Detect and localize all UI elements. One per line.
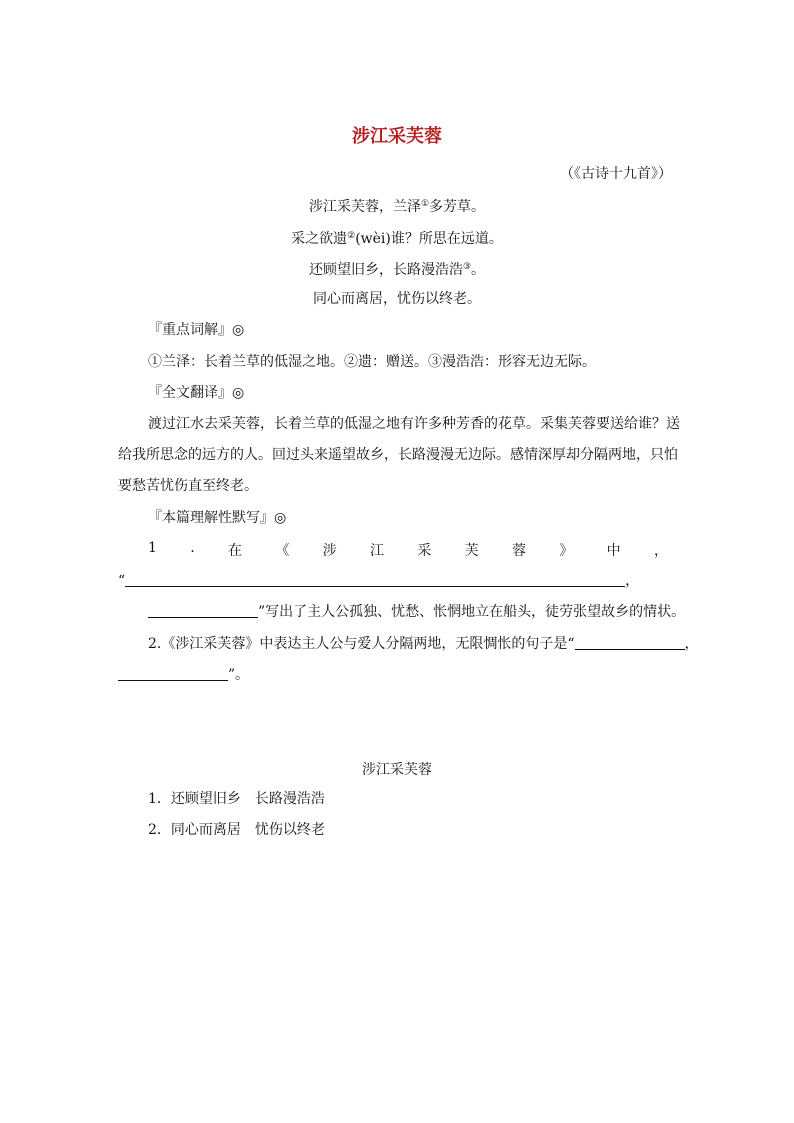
question-1-line-2: “ ，: [118, 573, 640, 589]
question-1-line-3: ”写出了主人公孤独、忧愁、怅惘地立在船头，徒劳张望故乡的情状。: [148, 602, 685, 622]
answer-2: 2．同心而离居 忧伤以终老: [148, 822, 325, 838]
poem-line-3: 还顾望旧乡，长路漫浩浩③。: [308, 262, 486, 278]
answer-blank[interactable]: [148, 603, 258, 618]
footnote-mark: ②: [347, 231, 356, 241]
poem-title: 涉江采芙蓉: [352, 126, 442, 147]
answer-1: 1．还顾望旧乡 长路漫浩浩: [148, 791, 325, 807]
footnote-mark: ③: [462, 262, 472, 272]
poem-line-1: 涉江采芙蓉，兰泽①多芳草。: [308, 199, 486, 215]
answer-blank[interactable]: [118, 666, 228, 681]
poem-line-4: 同心而离居，忧伤以终老。: [313, 291, 481, 307]
poem-source: （《古诗十九首》）: [560, 166, 672, 182]
dictation-heading: 『本篇理解性默写』◎: [148, 510, 287, 526]
vocab-heading: 『重点词解』◎: [148, 322, 245, 338]
question-1-intro: 1 . 在 《 涉 江 采 芙 蓉 》 中 ，: [148, 540, 668, 559]
question-2-line-2: ”。: [118, 665, 249, 685]
translation-line-2: 给我所思念的远方的人。回过头来遥望故乡，长路漫漫无边际。感情深厚却分隔两地，只怕: [118, 447, 678, 463]
translation-line-3: 要愁苦忧伤直至终老。: [118, 478, 258, 494]
footnote-mark: ①: [420, 199, 430, 209]
translation-heading: 『全文翻译』◎: [148, 385, 245, 401]
answers-heading: 涉江采芙蓉: [362, 762, 432, 778]
answer-blank[interactable]: [575, 635, 685, 650]
poem-line-2: 采之欲遗②(wèi)谁？所思在远道。: [291, 231, 503, 247]
question-2-line-1: 2.《涉江采芙蓉》中表达主人公与爱人分隔两地，无限惆怅的句子是“ ，: [148, 636, 699, 652]
answer-blank[interactable]: [125, 572, 625, 587]
vocab-text: ①兰泽：长着兰草的低湿之地。②遗：赠送。③漫浩浩：形容无边无际。: [148, 354, 596, 370]
translation-line-1: 渡过江水去采芙蓉，长着兰草的低湿之地有许多种芳香的花草。采集芙蓉要送给谁？送: [148, 416, 680, 432]
